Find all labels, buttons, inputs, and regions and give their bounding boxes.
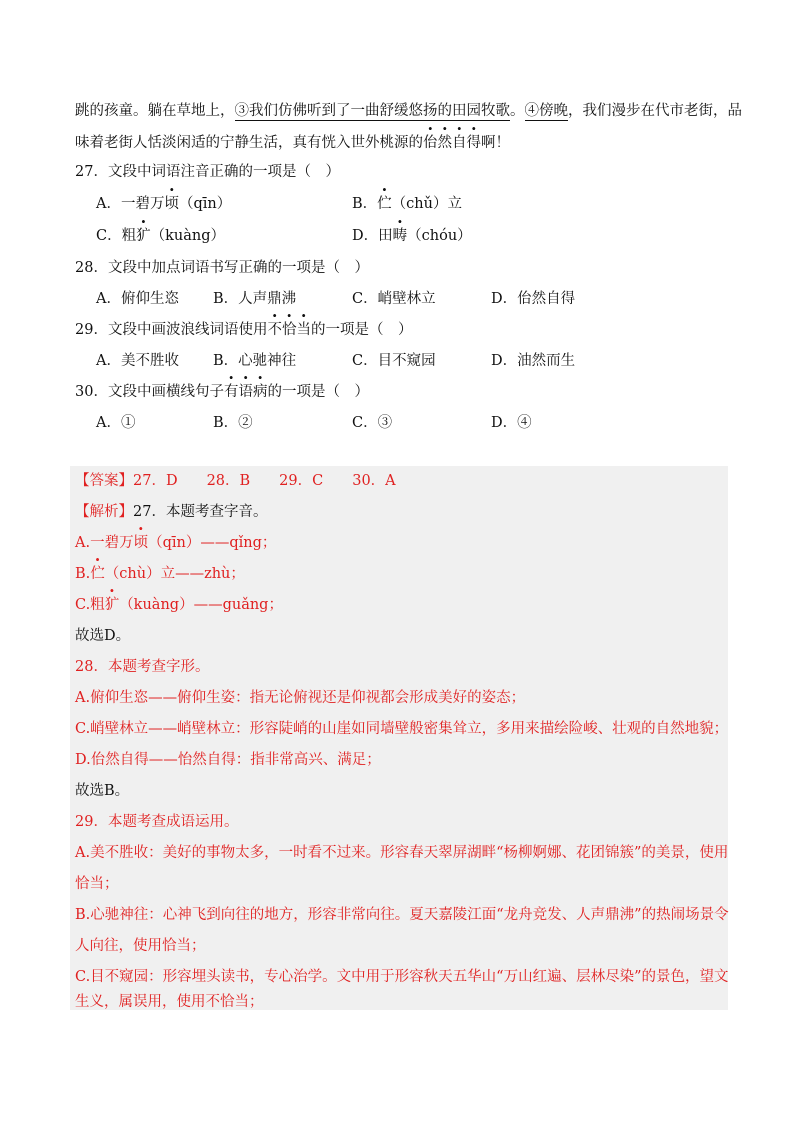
passage-text: ，我们漫步在代市老街，品 (568, 103, 742, 119)
passage-text: 啊！ (481, 135, 510, 151)
dotted-char: 语 (238, 384, 253, 400)
analysis-text: A.一碧万 (75, 535, 134, 551)
question-stem: 的一项是（ ） (267, 384, 369, 400)
dotted-char: 佁 (423, 135, 438, 151)
dotted-char: 犷 (104, 597, 120, 613)
dotted-char: 顷 (133, 535, 149, 551)
analysis-line: A.俯仰生恣——俯仰生姿：指无论俯视还是仰视都会形成美好的姿态； (75, 690, 526, 706)
analysis-line: 生义，属误用，使用不恰当； (75, 994, 264, 1010)
analysis-line: D.佁然自得——怡然自得：指非常高兴、满足； (75, 752, 381, 768)
answer-line (75, 471, 396, 491)
analysis-line: 故选B。 (75, 783, 130, 799)
passage-text: 跳的孩童。躺在草地上， (75, 103, 235, 119)
passage-line-2 (75, 133, 510, 153)
option-30-c[interactable]: C．③ (352, 415, 393, 431)
dotted-char: 顷 (164, 196, 179, 212)
dotted-char: 病 (252, 384, 268, 400)
question-stem: 28．文段中加点词语书写正确的一项是 (75, 260, 326, 276)
dotted-char: 自 (452, 135, 467, 151)
analysis-label: 【解析】 (75, 504, 133, 520)
question-28 (75, 258, 369, 278)
option-28-a[interactable]: A．俯仰生恣 (96, 291, 179, 307)
option-30-a[interactable]: A．① (96, 415, 136, 431)
dotted-char: 然 (437, 135, 452, 151)
dotted-char: 当 (296, 322, 311, 338)
question-29 (75, 320, 412, 340)
question-stem: 27．文段中词语注音正确的一项是 (75, 164, 297, 180)
option-text: B． (352, 196, 378, 212)
analysis-line: 恰当； (75, 876, 119, 892)
option-text: （chǔ）立 (391, 196, 462, 212)
analysis-text: 27．本题考查字音。 (133, 504, 268, 520)
passage-text: 。 (510, 103, 525, 119)
question-27 (75, 162, 340, 182)
analysis-text: （chù）立——zhù； (104, 566, 245, 582)
underlined-sentence-4: ④傍晚 (524, 103, 568, 119)
option-text: （kuàng） (150, 228, 225, 244)
option-28-d[interactable]: D．佁然自得 (491, 291, 576, 307)
analysis-text: C.粗 (75, 597, 105, 613)
option-29-b[interactable]: B．心驰神往 (213, 353, 297, 369)
option-text: C．粗 (96, 228, 137, 244)
option-30-b[interactable]: B．② (213, 415, 253, 431)
option-29-a[interactable]: A．美不胜收 (96, 353, 179, 369)
question-blank: （ ） (325, 260, 369, 276)
option-27-b[interactable] (352, 194, 462, 214)
option-text: D．田 (352, 228, 393, 244)
option-28-b[interactable]: B．人声鼎沸 (213, 291, 297, 307)
dotted-char: 有 (223, 384, 239, 400)
analysis-line: 29．本题考查成语运用。 (75, 814, 239, 830)
analysis-line (75, 595, 283, 615)
dotted-char: 恰 (281, 322, 297, 338)
analysis-text: （qīn）——qǐng； (148, 535, 277, 551)
question-blank: （ ） (296, 164, 340, 180)
analysis-line: B.心驰神往：心神飞到向往的地方，形容非常向往。夏天嘉陵江面“龙舟竞发、人声鼎沸”的热闹场景令 (75, 907, 729, 923)
analysis-line: 28．本题考查字形。 (75, 659, 210, 675)
analysis-line: C.峭壁林立——峭壁林立：形容陡峭的山崖如同墙壁般密集耸立，多用来描绘险峻、壮观的自然地貌； (75, 721, 729, 737)
dotted-char: 得 (466, 135, 481, 151)
dotted-char: 畴 (392, 228, 408, 244)
answer-values: 27．D 28．B 29．C 30．A (133, 473, 396, 489)
dotted-word (423, 135, 481, 151)
option-27-c[interactable] (96, 226, 225, 246)
option-text: （qīn） (178, 196, 232, 212)
option-28-c[interactable]: C．峭壁林立 (352, 291, 436, 307)
analysis-line: 故选D。 (75, 628, 131, 644)
analysis-line (75, 564, 245, 584)
question-stem: 30．文段中画横线句子 (75, 384, 224, 400)
question-stem: 29．文段中画波浪线词语使用 (75, 322, 268, 338)
option-29-c[interactable]: C．目不窥园 (352, 353, 436, 369)
dotted-char: 不 (267, 322, 282, 338)
analysis-line: C.目不窥园：形容埋头读书，专心治学。文中用于形容秋天五华山“万山红遍、层林尽染”的景色，望文 (75, 969, 729, 985)
analysis-text: （kuàng）——guǎng； (119, 597, 283, 613)
option-27-d[interactable] (352, 226, 472, 246)
question-stem: 的一项是（ ） (310, 322, 413, 338)
analysis-line: A.美不胜收：美好的事物太多，一时看不过来。形容春天翠屏湖畔“杨柳婀娜、花团锦簇”的美景，使用 (75, 845, 729, 861)
dotted-char: 伫 (90, 566, 105, 582)
option-27-a[interactable] (96, 194, 231, 214)
passage-text: 味着老街人恬淡闲适的宁静生活，真有恍入世外桃源的 (75, 135, 423, 151)
question-30 (75, 382, 369, 402)
option-29-d[interactable]: D．油然而生 (491, 353, 576, 369)
passage-line-1 (75, 101, 742, 121)
underlined-sentence-3: ③我们仿佛听到了一曲舒缓悠扬的田园牧歌 (234, 103, 510, 119)
dotted-char: 伫 (377, 196, 392, 212)
dotted-char: 犷 (136, 228, 151, 244)
analysis-line (75, 533, 276, 553)
analysis-header (75, 502, 267, 522)
analysis-text: B. (75, 566, 91, 582)
option-30-d[interactable]: D．④ (491, 415, 532, 431)
option-text: A．一碧万 (96, 196, 165, 212)
analysis-line: 人向往，使用恰当； (75, 938, 206, 954)
option-text: （chóu） (407, 228, 472, 244)
answer-label: 【答案】 (75, 473, 133, 489)
